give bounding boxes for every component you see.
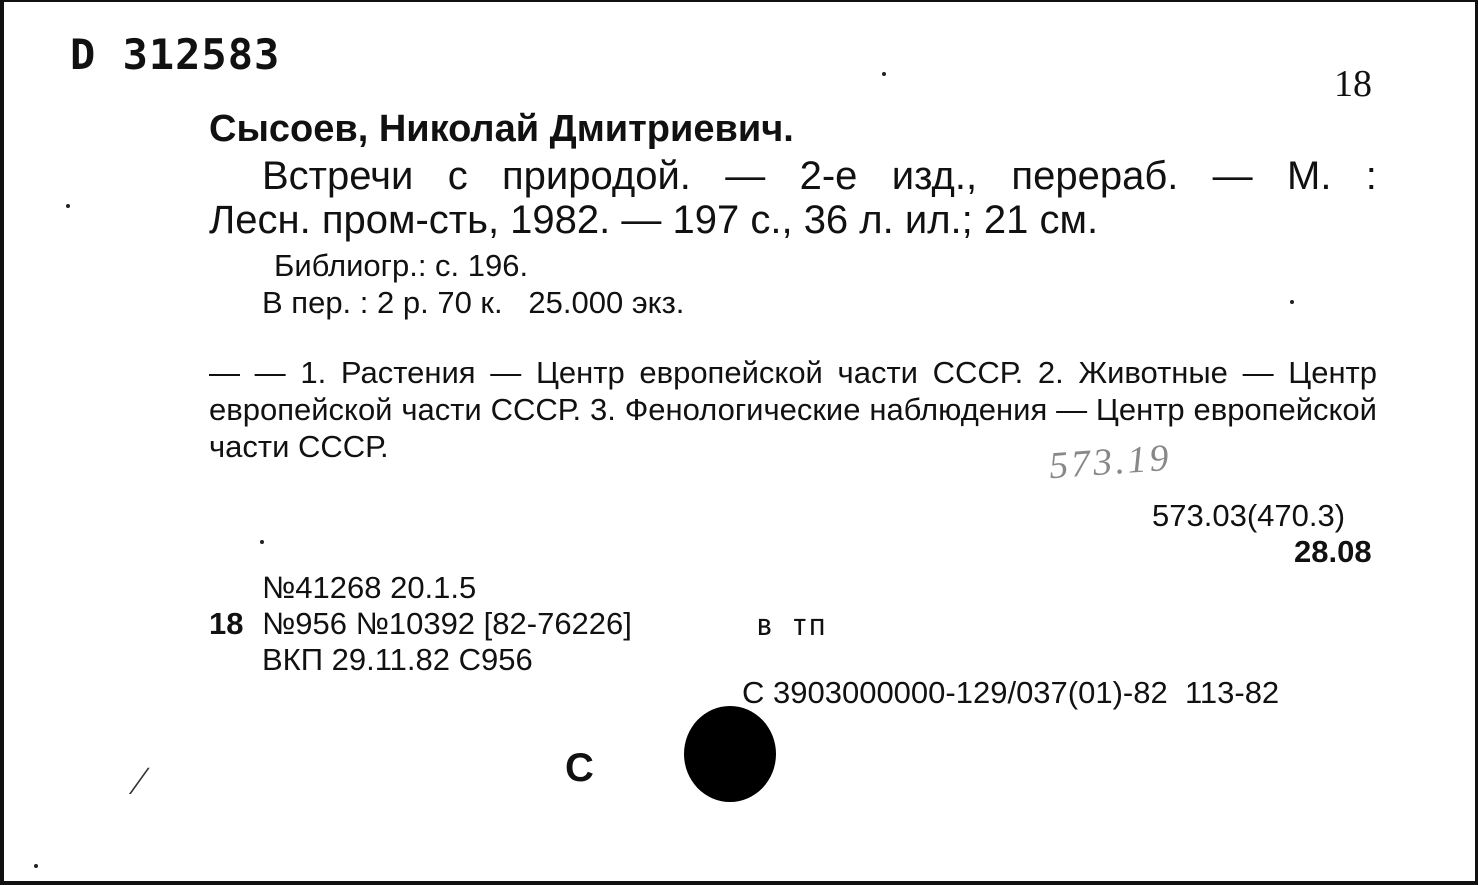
title-word: перераб.: [1011, 154, 1179, 198]
title-word: 2-е: [799, 154, 858, 198]
title-word: —: [1212, 154, 1253, 198]
speck: [882, 72, 886, 76]
order-line-2-tail: в тп: [756, 608, 826, 642]
speck: [34, 864, 38, 868]
isbn-line: С 3903000000-129/037(01)-82 113-82: [742, 675, 1280, 710]
udc-code: 573.03(470.3): [1152, 498, 1346, 533]
order-line-2-lead: 18: [209, 606, 244, 641]
pencil-mark: ∕: [136, 758, 143, 803]
title-word: изд.,: [891, 154, 978, 198]
bibliography-note: Библиогр.: с. 196.: [274, 248, 529, 283]
price-and-print-run: В пер. : 2 р. 70 к. 25.000 экз.: [262, 285, 685, 320]
speck: [1290, 300, 1294, 304]
filled-circle-mark: [684, 706, 776, 802]
speck: [260, 540, 264, 544]
speck: [66, 204, 70, 208]
subject-headings: — — 1. Растения — Центр европейской части СССР. 2. Животные — Центр европейской части СССР. 3. Фенологические наблюдения — Центр европейской части СССР.: [209, 355, 1377, 464]
accession-number: D 312583: [70, 30, 281, 79]
title-word: :: [1365, 154, 1377, 198]
title-word: с: [447, 154, 468, 198]
bbk-code: 28.08: [1294, 534, 1372, 569]
order-line-1: №41268 20.1.5: [262, 570, 477, 605]
title-line-2: Лесн. пром-сть, 1982. — 197 с., 36 л. ил.; 21 см.: [209, 198, 1099, 242]
title-word: природой.: [502, 154, 691, 198]
title-word: —: [725, 154, 766, 198]
copyright-letter: С: [565, 746, 594, 790]
handwritten-note: 573.19: [1047, 436, 1173, 488]
order-line-2: №956 №10392 [82-76226]: [262, 606, 632, 641]
title-word: Встречи: [262, 154, 414, 198]
page-number: 18: [1334, 63, 1372, 105]
title-word: М.: [1287, 154, 1332, 198]
title-line-1: [262, 154, 1377, 199]
author-name: Сысоев, Николай Дмитриевич.: [209, 108, 794, 150]
vkp-line: ВКП 29.11.82 С956: [262, 642, 533, 677]
